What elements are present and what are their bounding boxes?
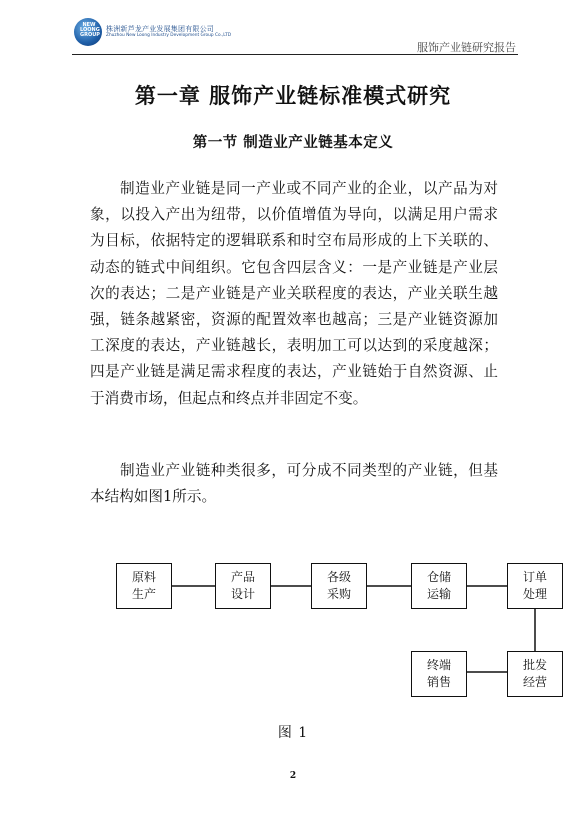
- node-product-design: [215, 563, 271, 609]
- page-number: 2: [289, 771, 297, 781]
- node-retail-sales: [411, 651, 467, 697]
- node-raw-production: [116, 563, 172, 609]
- node-label: 订单处理: [522, 570, 547, 601]
- node-procurement: [311, 563, 367, 609]
- report-title: 服饰产业链研究报告: [417, 41, 516, 54]
- paragraph-definition: 制造业产业链是同一产业或不同产业的企业，以产品为对象，以投入产出为纽带，以价值增值为导向，以满足用户需求为目标，依据特定的逻辑联系和时空布局形成的上下关联的、动态的链式中间组织。它包含四层含义：一是产业链是产业层次的表达；二是产业链是产业关联程度的表达，产业关联生越强，链条越紧密，资源的配置效率也越高；三是产业链资源加工深度的表达，产业链越长，表明加工可以达到的采度越深；四是产业链是满足需求程度的表达，产业链始于自然资源、止于消费市场，但起点和终点并非固定不变。: [90, 180, 498, 407]
- node-label: 各级采购: [326, 570, 351, 601]
- node-label: 终端销售: [426, 658, 451, 689]
- logo-company-name-en: Zhuzhou New Loong Industry Development Group Co.,LTD: [106, 33, 232, 38]
- figure-caption: 图 1: [277, 725, 309, 741]
- node-wholesale: [507, 651, 563, 697]
- section-title: 第一节 制造业产业链基本定义: [192, 135, 394, 151]
- node-label: 批发经营: [522, 658, 547, 689]
- node-label: 产品设计: [230, 570, 255, 601]
- page-header: [72, 14, 518, 55]
- node-label: 仓储运输: [426, 570, 451, 601]
- node-storage-transport: [411, 563, 467, 609]
- industry-chain-diagram: [116, 563, 556, 703]
- company-logo: [72, 14, 232, 50]
- node-label: 原料生产: [131, 570, 156, 601]
- logo-company-name: 株洲新芦龙产业发展集团有限公司: [106, 25, 214, 33]
- logo-globe-text: NEW LOONG GROUP: [80, 22, 100, 38]
- chapter-title: 第一章 服饰产业链标准模式研究: [134, 84, 452, 108]
- node-order-processing: [507, 563, 563, 609]
- paragraph-structure: 制造业产业链种类很多，可分成不同类型的产业链，但基本结构如图1所示。: [90, 462, 498, 506]
